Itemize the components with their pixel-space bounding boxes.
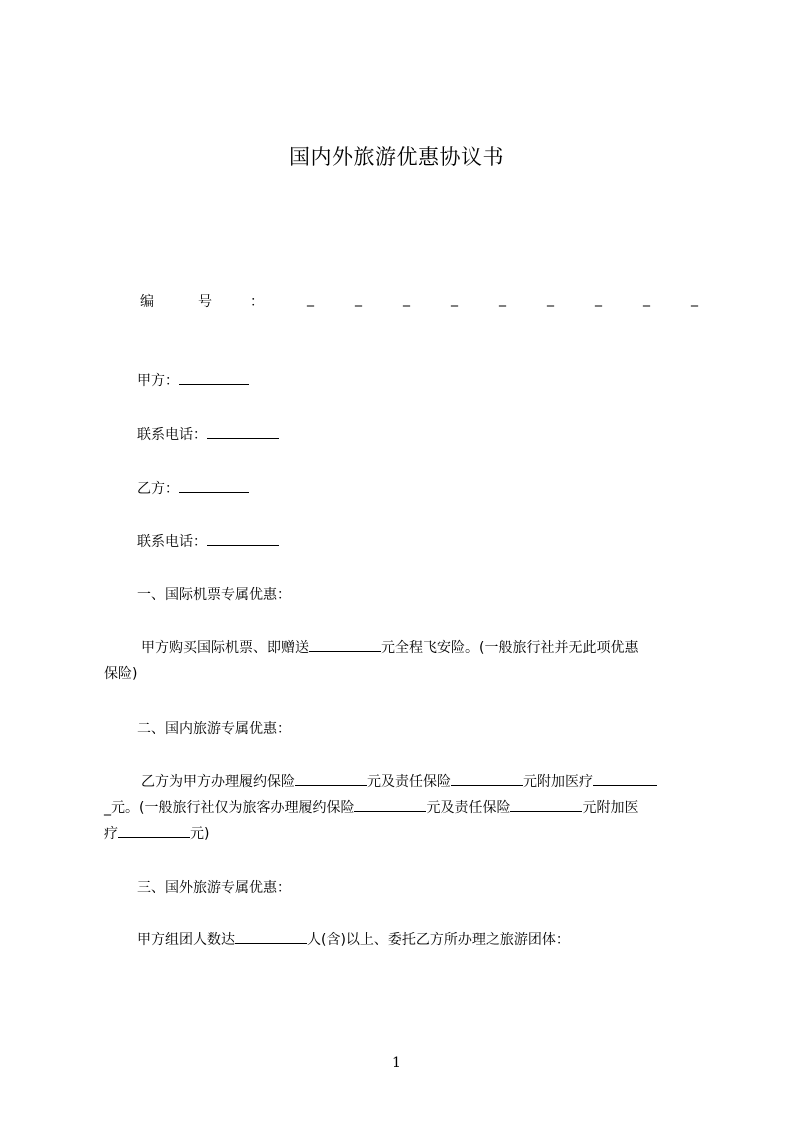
- party-b-phone-line: [137, 531, 279, 553]
- section1-paragraph: [104, 635, 702, 687]
- section3-group-size-blank[interactable]: [235, 929, 307, 944]
- party-a-label: 甲方：: [137, 373, 179, 389]
- section2-heading: 二、国内旅游专属优惠：: [137, 721, 291, 737]
- page-number: 1: [392, 1055, 401, 1071]
- party-a-blank[interactable]: [179, 370, 249, 385]
- number-blank-dash: _: [355, 291, 362, 307]
- section2-typical-medical-blank[interactable]: [118, 823, 190, 838]
- section1-text-b: 元全程飞安险。(一般旅行社并无此项优惠: [381, 640, 639, 656]
- section2-line1-a: 乙方为甲方办理履约保险: [141, 774, 295, 790]
- party-a-phone-blank[interactable]: [207, 424, 279, 439]
- section2-line3-a: 疗: [104, 826, 118, 842]
- number-blank-dash: _: [691, 291, 698, 307]
- section2-typical-performance-blank[interactable]: [354, 797, 426, 812]
- section3-paragraph: [137, 929, 570, 951]
- number-blank-dash: _: [307, 291, 314, 307]
- party-a-phone-line: [137, 424, 279, 446]
- section2-medical-blank[interactable]: [593, 771, 657, 786]
- section2-paragraph: [104, 769, 702, 847]
- section1-text-c: 保险): [104, 666, 138, 682]
- party-a-line: [137, 370, 249, 392]
- party-b-blank[interactable]: [179, 478, 249, 493]
- section2-line2-a: _元。(一般旅行社仅为旅客办理履约保险: [104, 800, 355, 816]
- section2-line1-b: 元及责任保险: [367, 774, 451, 790]
- number-label-colon: ：: [250, 294, 264, 310]
- party-b-phone-label: 联系电话：: [137, 534, 207, 550]
- number-label-char1: 编: [140, 294, 154, 310]
- section3-text-b: 人(含)以上、委托乙方所办理之旅游团体：: [307, 932, 570, 948]
- number-blank-dash: _: [547, 291, 554, 307]
- number-blank-dash: _: [499, 291, 506, 307]
- section2-line2-b: 元及责任保险: [426, 800, 511, 816]
- section2-line3-b: 元): [190, 826, 210, 842]
- section3-heading: 三、国外旅游专属优惠：: [137, 880, 291, 896]
- section3-text-a: 甲方组团人数达: [137, 932, 235, 948]
- party-b-label: 乙方：: [137, 481, 179, 497]
- document-title: 国内外旅游优惠协议书: [289, 145, 504, 169]
- number-blank-dash: _: [595, 291, 602, 307]
- section2-liability-insurance-blank[interactable]: [451, 771, 523, 786]
- number-label-char2: 号: [198, 294, 212, 310]
- number-blank-dash: _: [403, 291, 410, 307]
- number-blank-dash: _: [451, 291, 458, 307]
- section2-line1-c: 元附加医疗: [523, 774, 593, 790]
- document-number-row: [140, 291, 702, 317]
- section2-performance-insurance-blank[interactable]: [295, 771, 367, 786]
- section1-amount-blank[interactable]: [309, 637, 381, 652]
- section2-typical-liability-blank[interactable]: [510, 797, 582, 812]
- party-a-phone-label: 联系电话：: [137, 427, 207, 443]
- party-b-phone-blank[interactable]: [207, 531, 279, 546]
- section1-heading: 一、国际机票专属优惠：: [137, 587, 291, 603]
- section1-text-a: 甲方购买国际机票、即赠送: [141, 640, 309, 656]
- section2-line2-c: 元附加医: [582, 800, 639, 816]
- number-blank-dash: _: [643, 291, 650, 307]
- party-b-line: [137, 478, 249, 500]
